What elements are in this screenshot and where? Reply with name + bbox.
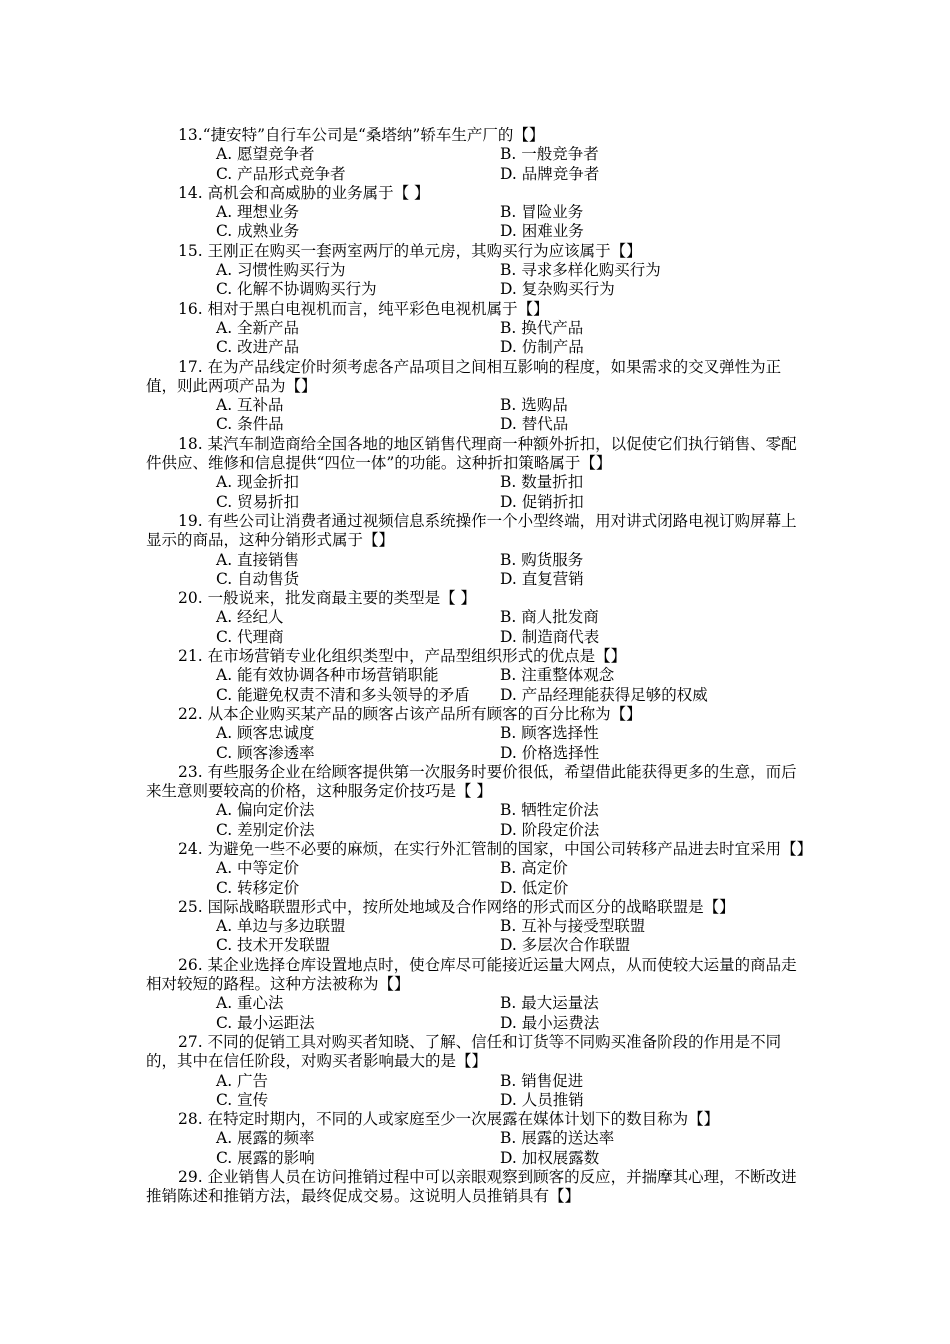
option-row — [146, 1014, 806, 1033]
question-23 — [146, 763, 806, 840]
answer-option: D. 多层次合作联盟 — [500, 936, 631, 955]
option-row — [146, 994, 806, 1013]
question-27 — [146, 1033, 806, 1110]
answer-option: D. 制造商代表 — [500, 627, 600, 646]
question-29 — [146, 1168, 806, 1207]
answer-option: C. 自动售货 — [216, 569, 300, 588]
answer-option: B. 高定价 — [500, 859, 568, 878]
option-row — [146, 879, 806, 898]
option-row — [146, 1091, 806, 1110]
answer-option: A. 直接销售 — [216, 550, 300, 569]
answer-option: D. 仿制产品 — [500, 338, 584, 357]
question-stem: 17. 在为产品线定价时须考虑各产品项目之间相互影响的程度，如果需求的交叉弹性为正值，则此两项产品为【】 — [146, 357, 782, 395]
question-stem: 22. 从本企业购买某产品的顾客占该产品所有顾客的百分比称为【】 — [178, 704, 642, 723]
option-row — [146, 222, 806, 241]
answer-option: B. 注重整体观念 — [500, 666, 615, 685]
answer-option: B. 最大运量法 — [500, 994, 599, 1013]
answer-option: C. 转移定价 — [216, 878, 300, 897]
question-28 — [146, 1110, 806, 1168]
question-15 — [146, 242, 806, 300]
question-stem: 24. 为避免一些不必要的麻烦，在实行外汇管制的国家，中国公司转移产品进去时宜采用【】 — [178, 839, 813, 858]
option-row — [146, 936, 806, 955]
option-row — [146, 473, 806, 492]
answer-option: B. 顾客选择性 — [500, 724, 599, 743]
option-row — [146, 145, 806, 164]
answer-option: B. 展露的送达率 — [500, 1129, 615, 1148]
option-row — [146, 319, 806, 338]
answer-option: A. 全新产品 — [216, 318, 300, 337]
answer-option: B. 销售促进 — [500, 1071, 584, 1090]
answer-option: B. 一般竞争者 — [500, 145, 599, 164]
answer-option: A. 理想业务 — [216, 203, 300, 222]
option-row — [146, 608, 806, 627]
option-row — [146, 666, 806, 685]
answer-option: D. 品牌竞争者 — [500, 164, 600, 183]
answer-option: B. 互补与接受型联盟 — [500, 917, 646, 936]
option-row — [146, 744, 806, 763]
answer-option: A. 广告 — [216, 1071, 269, 1090]
option-row — [146, 724, 806, 743]
answer-option: B. 寻求多样化购买行为 — [500, 261, 661, 280]
answer-option: B. 冒险业务 — [500, 203, 584, 222]
question-stem: 16. 相对于黑白电视机而言，纯平彩色电视机属于【】 — [178, 299, 549, 318]
question-stem: 28. 在特定时期内，不同的人或家庭至少一次展露在媒体计划下的数目称为【】 — [178, 1110, 720, 1129]
answer-option: C. 最小运距法 — [216, 1013, 315, 1032]
question-stem: 13.“捷安特”自行车公司是“桑塔纳”轿车生产厂的【】 — [178, 126, 545, 144]
answer-option: D. 替代品 — [500, 415, 569, 434]
answer-option: B. 商人批发商 — [500, 608, 599, 627]
answer-option: A. 能有效协调各种市场营销职能 — [216, 666, 439, 685]
question-26 — [146, 956, 806, 1033]
question-25 — [146, 898, 806, 956]
answer-option: D. 低定价 — [500, 878, 569, 897]
option-row — [146, 396, 806, 415]
answer-option: C. 差别定价法 — [216, 820, 315, 839]
question-14 — [146, 184, 806, 242]
question-stem: 21. 在市场营销专业化组织类型中，产品型组织形式的优点是【】 — [178, 647, 627, 666]
question-24 — [146, 839, 813, 898]
option-row — [146, 801, 806, 820]
answer-option: A. 展露的频率 — [216, 1129, 315, 1148]
answer-option: D. 直复营销 — [500, 569, 584, 588]
option-row — [146, 1072, 806, 1091]
answer-option: C. 宣传 — [216, 1090, 269, 1109]
answer-option: A. 顾客忠诚度 — [216, 724, 315, 743]
question-stem: 29. 企业销售人员在访问推销过程中可以亲眼观察到顾客的反应，并揣摩其心理，不断改进推销陈述和推销方法，最终促成交易。这说明人员推销具有【】 — [146, 1168, 797, 1206]
answer-option: D. 复杂购买行为 — [500, 280, 615, 299]
option-row — [146, 821, 806, 840]
question-stem: 26. 某企业选择仓库设置地点时，使仓库尽可能接近运量大网点，从而使较大运量的商品走相对较短的路程。这种方法被称为【】 — [146, 955, 797, 994]
option-row — [146, 261, 806, 280]
answer-option: D. 阶段定价法 — [500, 820, 600, 839]
answer-option: C. 代理商 — [216, 627, 284, 646]
question-stem: 25. 国际战略联盟形式中，按所处地域及合作网络的形式而区分的战略联盟是【】 — [178, 897, 735, 916]
option-row — [146, 338, 806, 357]
question-20 — [146, 589, 806, 647]
answer-option: A. 现金折扣 — [216, 473, 300, 492]
answer-option: C. 展露的影响 — [216, 1148, 315, 1167]
question-stem: 19. 有些公司让消费者通过视频信息系统操作一个小型终端，用对讲式闭路电视订购屏幕上显示的商品，这种分销形式属于【】 — [146, 511, 797, 550]
answer-option: B. 选购品 — [500, 396, 568, 415]
answer-option: D. 人员推销 — [500, 1090, 584, 1109]
question-19 — [146, 512, 806, 589]
question-stem: 15. 王刚正在购买一套两室两厅的单元房，其购买行为应该属于【】 — [178, 241, 642, 260]
answer-option: B. 数量折扣 — [500, 473, 584, 492]
option-row — [146, 570, 806, 589]
question-21 — [146, 647, 806, 705]
option-row — [146, 203, 806, 222]
answer-option: D. 产品经理能获得足够的权威 — [500, 685, 708, 704]
answer-option: D. 困难业务 — [500, 222, 584, 241]
answer-option: C. 能避免权责不清和多头领导的矛盾 — [216, 685, 470, 704]
question-18 — [146, 435, 806, 512]
answer-option: A. 习惯性购买行为 — [216, 261, 346, 280]
answer-option: A. 愿望竞争者 — [216, 145, 315, 164]
question-16 — [146, 300, 806, 358]
question-22 — [146, 705, 806, 763]
answer-option: D. 价格选择性 — [500, 743, 600, 762]
option-row — [146, 1129, 806, 1148]
question-stem: 23. 有些服务企业在给顾客提供第一次服务时要价很低，希望借此能获得更多的生意，而后来生意则要较高的价格，这种服务定价技巧是【 】 — [146, 762, 797, 801]
answer-option: D. 加权展露数 — [500, 1148, 600, 1167]
answer-option: C. 贸易折扣 — [216, 492, 300, 511]
answer-option: C. 成熟业务 — [216, 222, 300, 241]
answer-option: A. 单边与多边联盟 — [216, 917, 346, 936]
answer-option: C. 条件品 — [216, 415, 284, 434]
option-row — [146, 493, 806, 512]
answer-option: C. 顾客渗透率 — [216, 743, 315, 762]
question-stem: 27. 不同的促销工具对购买者知晓、了解、信任和订货等不同购买准备阶段的作用是不同的，其中在信任阶段，对购买者影响最大的是【】 — [146, 1032, 782, 1071]
question-17 — [146, 358, 806, 435]
option-row — [146, 165, 806, 184]
answer-option: A. 互补品 — [216, 396, 284, 415]
exam-page — [146, 126, 813, 1207]
option-row — [146, 1149, 806, 1168]
option-row — [146, 917, 806, 936]
option-row — [146, 859, 806, 878]
option-row — [146, 415, 806, 434]
question-stem: 18. 某汽车制造商给全国各地的地区销售代理商一种额外折扣，以促使它们执行销售、零配件供应、维修和信息提供“四位一体”的功能。这种折扣策略属于【】 — [146, 434, 797, 473]
question-13 — [146, 126, 806, 184]
answer-option: D. 最小运费法 — [500, 1013, 600, 1032]
answer-option: C. 改进产品 — [216, 338, 300, 357]
question-stem: 14. 高机会和高威胁的业务属于【 】 — [178, 183, 430, 202]
answer-option: B. 购货服务 — [500, 550, 584, 569]
answer-option: C. 技术开发联盟 — [216, 936, 331, 955]
option-row — [146, 551, 806, 570]
answer-option: A. 中等定价 — [216, 859, 300, 878]
answer-option: A. 重心法 — [216, 994, 284, 1013]
answer-option: A. 偏向定价法 — [216, 801, 315, 820]
question-stem: 20. 一般说来，批发商最主要的类型是【 】 — [178, 589, 477, 608]
answer-option: C. 产品形式竞争者 — [216, 164, 346, 183]
option-row — [146, 280, 806, 299]
answer-option: B. 牺牲定价法 — [500, 801, 599, 820]
answer-option: A. 经纪人 — [216, 608, 284, 627]
answer-option: C. 化解不协调购买行为 — [216, 280, 377, 299]
option-row — [146, 628, 806, 647]
answer-option: D. 促销折扣 — [500, 492, 584, 511]
option-row — [146, 686, 806, 705]
answer-option: B. 换代产品 — [500, 318, 584, 337]
